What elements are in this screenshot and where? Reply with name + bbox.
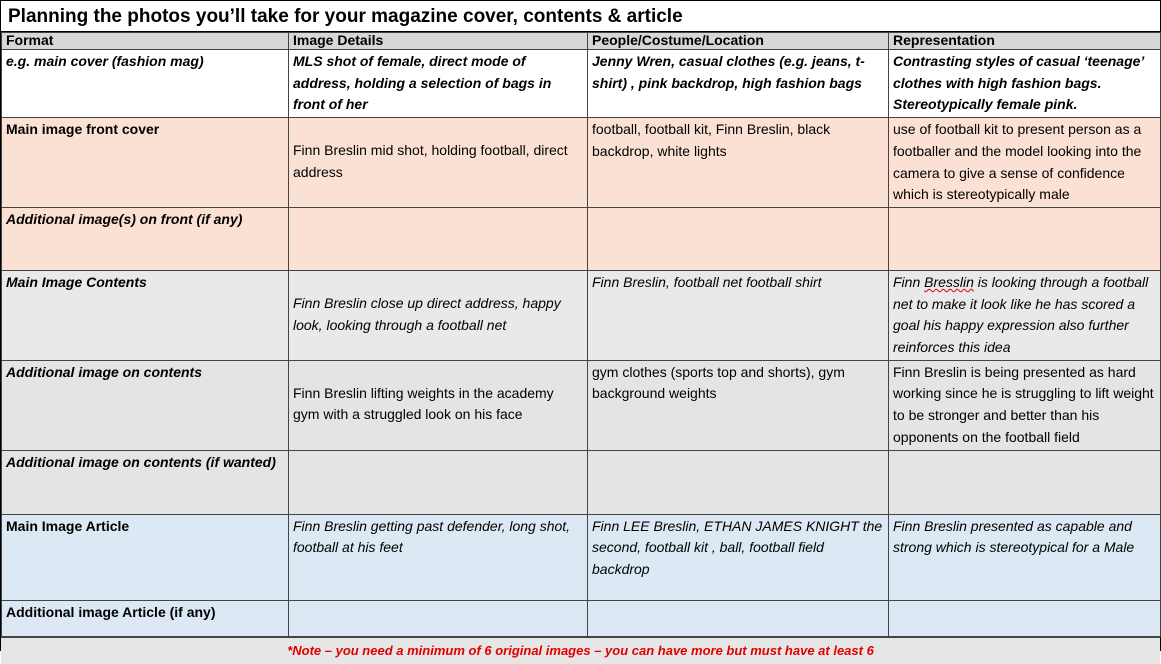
example-format[interactable]: e.g. main cover (fashion mag) — [2, 50, 289, 118]
representation-text: Finn — [893, 273, 925, 290]
planning-table — [1, 32, 1161, 637]
row-format[interactable]: Main image front cover — [2, 118, 289, 208]
table-row — [2, 450, 1161, 514]
example-details[interactable]: MLS shot of female, direct mode of address, holding a selection of bags in front of her — [289, 50, 588, 118]
row-details[interactable]: Finn Breslin lifting weights in the academy gym with a struggled look on his face — [289, 360, 588, 450]
row-format[interactable]: Main Image Contents — [2, 270, 289, 360]
example-representation[interactable]: Contrasting styles of casual ‘teenage’ clothes with high fashion bags. Stereotypically female pink. — [889, 50, 1161, 118]
row-details[interactable]: Finn Breslin getting past defender, long shot, football at his feet — [289, 514, 588, 600]
misspelled-word: Bresslin — [924, 273, 974, 290]
table-row — [2, 207, 1161, 270]
header-representation: Representation — [889, 33, 1161, 50]
minimum-images-note: *Note – you need a minimum of 6 original images – you can have more but must have at least 6 — [1, 637, 1160, 664]
representation-text: is looking through a football net to make it look like he has scored a goal his happy expression also further reinforces this idea — [893, 273, 1149, 356]
table-row — [2, 514, 1161, 600]
row-details[interactable] — [289, 450, 588, 514]
row-representation[interactable]: Finn Breslin is being presented as hard working since he is struggling to lift weight to be stronger and better than his opponents on the football field — [889, 360, 1161, 450]
row-people[interactable] — [588, 450, 889, 514]
table-row — [2, 118, 1161, 208]
row-representation[interactable]: use of football kit to present person as a footballer and the model looking into the camera to give a sense of confidence which is stereotypically male — [889, 118, 1161, 208]
row-people[interactable]: Finn LEE Breslin, ETHAN JAMES KNIGHT the second, football kit , ball, football field backdrop — [588, 514, 889, 600]
row-representation[interactable] — [889, 270, 1161, 360]
row-people[interactable]: Finn Breslin, football net football shirt — [588, 270, 889, 360]
row-representation[interactable] — [889, 207, 1161, 270]
row-format[interactable]: Main Image Article — [2, 514, 289, 600]
row-people[interactable] — [588, 207, 889, 270]
row-representation[interactable] — [889, 450, 1161, 514]
row-format[interactable]: Additional image on contents — [2, 360, 289, 450]
table-row — [2, 360, 1161, 450]
header-row — [2, 33, 1161, 50]
row-people[interactable]: gym clothes (sports top and shorts), gym background weights — [588, 360, 889, 450]
row-format[interactable]: Additional image on contents (if wanted) — [2, 450, 289, 514]
row-people[interactable]: football, football kit, Finn Breslin, black backdrop, white lights — [588, 118, 889, 208]
header-people-costume-location: People/Costume/Location — [588, 33, 889, 50]
example-row — [2, 50, 1161, 118]
row-representation[interactable]: Finn Breslin presented as capable and strong which is stereotypical for a Male — [889, 514, 1161, 600]
row-format[interactable]: Additional image(s) on front (if any) — [2, 207, 289, 270]
row-details[interactable]: Finn Breslin close up direct address, happy look, looking through a football net — [289, 270, 588, 360]
header-image-details: Image Details — [289, 33, 588, 50]
row-details[interactable]: Finn Breslin mid shot, holding football, direct address — [289, 118, 588, 208]
header-format: Format — [2, 33, 289, 50]
row-details[interactable] — [289, 207, 588, 270]
row-representation[interactable] — [889, 600, 1161, 636]
table-row — [2, 600, 1161, 636]
page-title: Planning the photos you’ll take for your magazine cover, contents & article — [1, 1, 1160, 32]
row-details[interactable] — [289, 600, 588, 636]
table-row — [2, 270, 1161, 360]
example-people[interactable]: Jenny Wren, casual clothes (e.g. jeans, t-shirt) , pink backdrop, high fashion bags — [588, 50, 889, 118]
row-people[interactable] — [588, 600, 889, 636]
row-format[interactable]: Additional image Article (if any) — [2, 600, 289, 636]
